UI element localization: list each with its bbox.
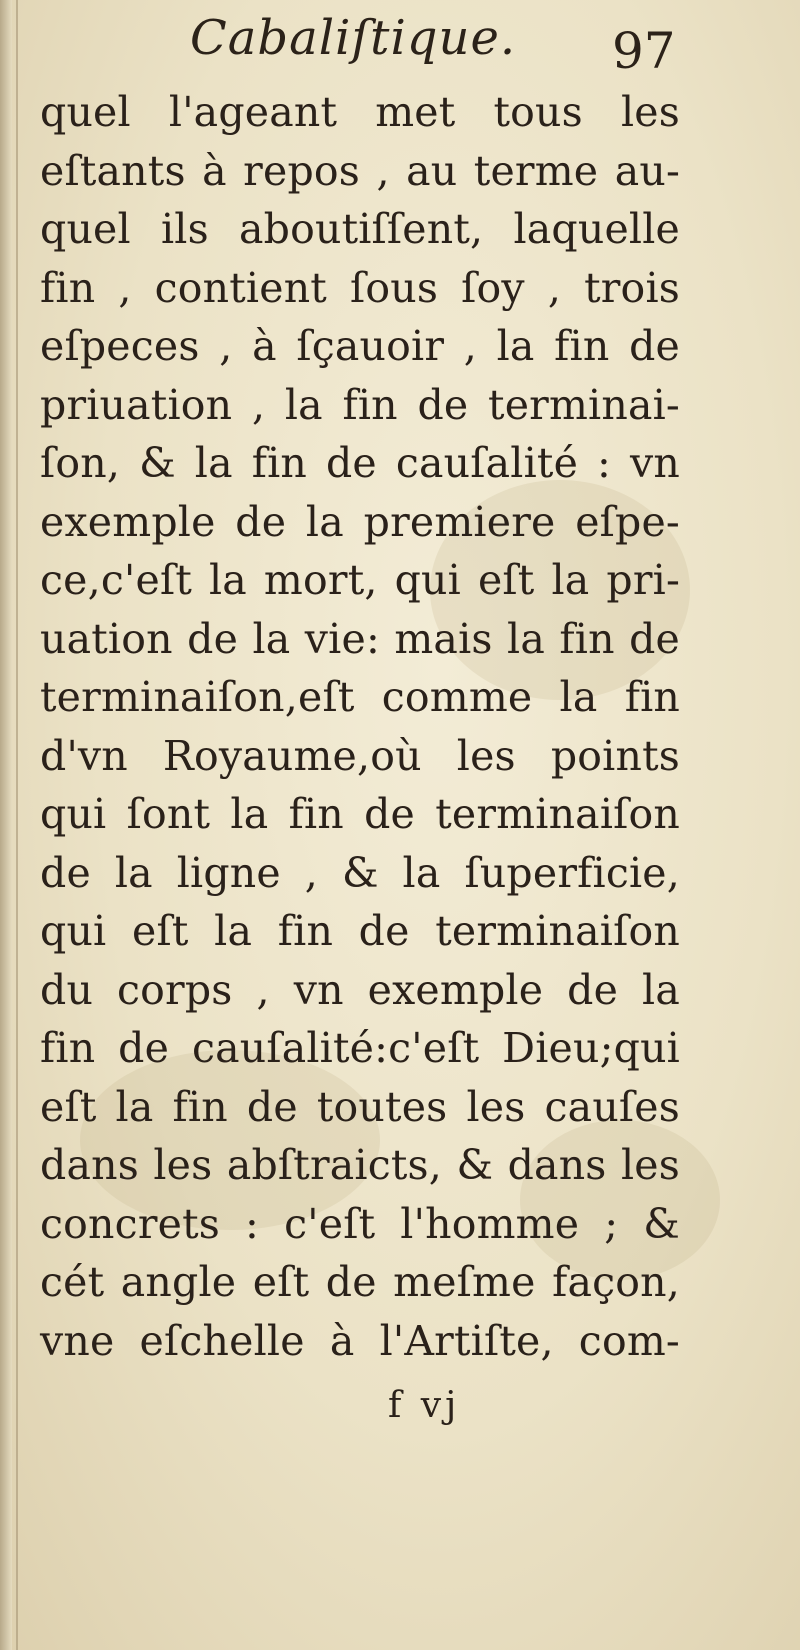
text-line: dans les abſtraicts, & dans les [40, 1141, 680, 1189]
text-line: eſtants à repos , au terme au- [40, 146, 680, 195]
text-line: de la ligne , & la ſuperficie, [40, 848, 680, 897]
text-line: fin , contient ſous ſoy , trois [40, 263, 680, 312]
text-line: fin de cauſalité:c'eſt Dieu;qui [40, 1024, 680, 1072]
text-line: ſon, & la fin de cauſalité : vn [40, 439, 680, 487]
text-line: priuation , la fin de terminai- [40, 380, 680, 429]
text-line: qui ſont la fin de terminaiſon [40, 790, 680, 838]
text-line: uation de la vie: mais la fin de [40, 614, 680, 663]
text-line: exemple de la premiere eſpe- [40, 497, 680, 546]
text-line: eſt la fin de toutes les cauſes [40, 1082, 680, 1131]
gutter-line [16, 0, 18, 1650]
text-line: qui eſt la fin de terminaiſon [40, 907, 680, 955]
text-line: quel ils aboutiſſent, laquelle [40, 205, 680, 253]
page-number: 97 [612, 22, 676, 80]
text-line: vne eſchelle à l'Artiſte, com- [40, 1316, 680, 1365]
text-line: quel l'ageant met tous les [40, 88, 680, 136]
text-line: concrets : c'eſt l'homme ; & [40, 1199, 680, 1248]
body-text [40, 83, 680, 1370]
running-head: Cabaliſtique. [190, 10, 517, 66]
signature-mark: f vj [388, 1385, 461, 1426]
text-line: eſpeces , à ſçauoir , la fin de [40, 322, 680, 370]
text-line: d'vn Royaume,où les points [40, 731, 680, 780]
text-line: du corps , vn exemple de la [40, 965, 680, 1014]
page-gutter-edge [0, 0, 12, 1650]
text-line: terminaiſon,eſt comme la fin [40, 673, 680, 721]
text-line: ce,c'eſt la mort, qui eſt la pri- [40, 556, 680, 604]
text-line: cét angle eſt de meſme façon, [40, 1258, 680, 1306]
